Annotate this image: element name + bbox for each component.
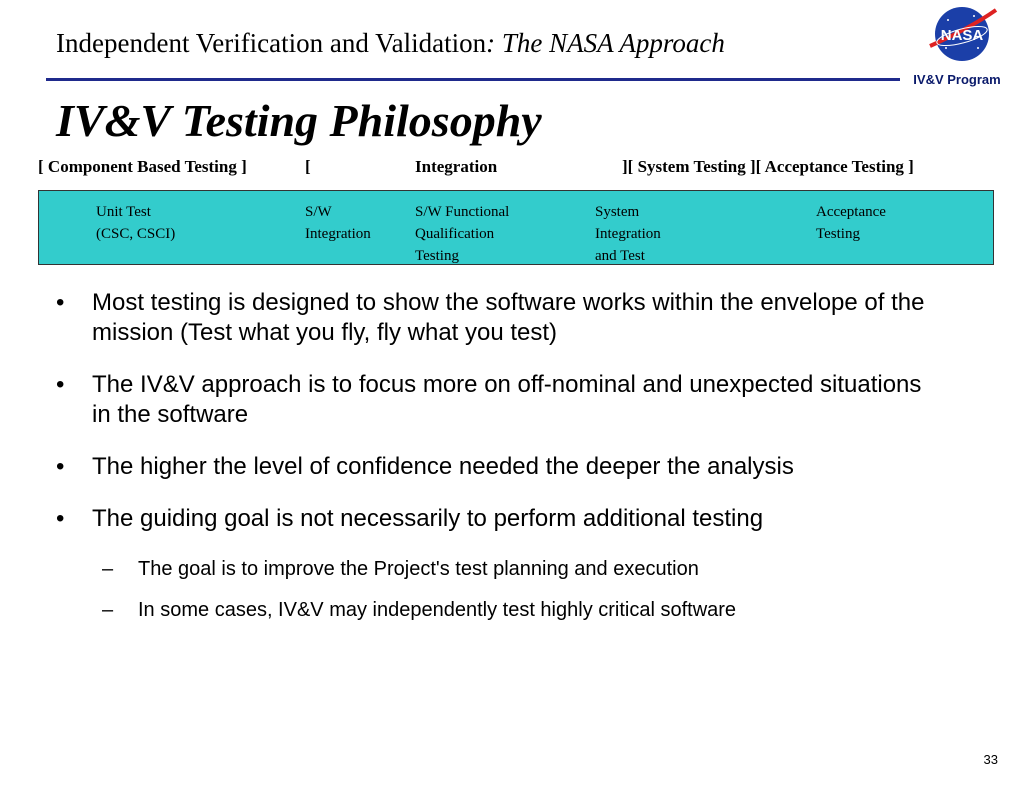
stage-line: Integration (595, 226, 661, 242)
sub-bullet-item (56, 556, 936, 582)
slide-title: IV&V Testing Philosophy (56, 95, 542, 146)
stage-sw-integration (305, 201, 371, 245)
sub-bullet-text: The goal is to improve the Project's test planning and execution (138, 558, 699, 580)
nasa-logo-icon (928, 4, 998, 64)
header-rule (46, 78, 900, 81)
stage-line: Testing (816, 226, 860, 242)
bullet-list (56, 288, 936, 638)
bullet-item (56, 452, 936, 482)
testing-stages-band (38, 190, 994, 265)
sub-bullet-marker: – (102, 599, 114, 621)
stage-line: Qualification (415, 226, 495, 242)
stage-line: and Test (595, 248, 645, 264)
program-label: IV&V Program (913, 72, 1001, 87)
phase-row (0, 157, 1024, 179)
bullet-item (56, 504, 936, 534)
bullet-marker: • (56, 453, 65, 480)
stage-line: Unit Test (96, 204, 151, 220)
bullet-text: The IV&V approach is to focus more on off-nominal and unexpected situations in the software (92, 371, 922, 428)
sub-bullet-item (56, 597, 936, 623)
stage-line: Integration (305, 226, 371, 242)
phase-integration: Integration (415, 157, 498, 176)
phase-component: [ Component Based Testing ] (38, 157, 247, 176)
header-title-plain: Independent Verification and Validation (56, 28, 487, 58)
header-title (56, 28, 725, 59)
stage-line: (CSC, CSCI) (96, 226, 176, 242)
bullet-text: Most testing is designed to show the software works within the envelope of the mission (Test what you fly, fly what you test) (92, 289, 925, 346)
bullet-marker: • (56, 289, 65, 316)
nasa-logo-text: NASA (940, 27, 984, 44)
bullet-text: The guiding goal is not necessarily to perform additional testing (92, 505, 764, 532)
sub-bullet-text: In some cases, IV&V may independently test highly critical software (138, 599, 737, 621)
header-title-italic: : The NASA Approach (486, 28, 725, 58)
page-number: 33 (983, 752, 998, 767)
stage-acceptance (816, 201, 886, 245)
phase-integration-bracket: [ (305, 157, 311, 176)
bullet-item (56, 370, 936, 430)
stage-unit-test (96, 201, 175, 245)
stage-line: S/W (305, 204, 332, 220)
stage-system-integration (595, 201, 661, 267)
stage-line: S/W Functional (415, 204, 510, 220)
stage-line: Acceptance (816, 204, 886, 220)
stage-line: Testing (415, 248, 459, 264)
stage-line: System (595, 204, 640, 220)
bullet-marker: • (56, 371, 65, 398)
bullet-marker: • (56, 505, 65, 532)
bullet-text: The higher the level of confidence needed the deeper the analysis (92, 453, 794, 480)
bullet-item (56, 288, 936, 348)
phase-system-acceptance: ][ System Testing ][ Acceptance Testing ] (622, 157, 914, 176)
sub-bullet-marker: – (102, 558, 114, 580)
stage-sw-functional (415, 201, 509, 267)
